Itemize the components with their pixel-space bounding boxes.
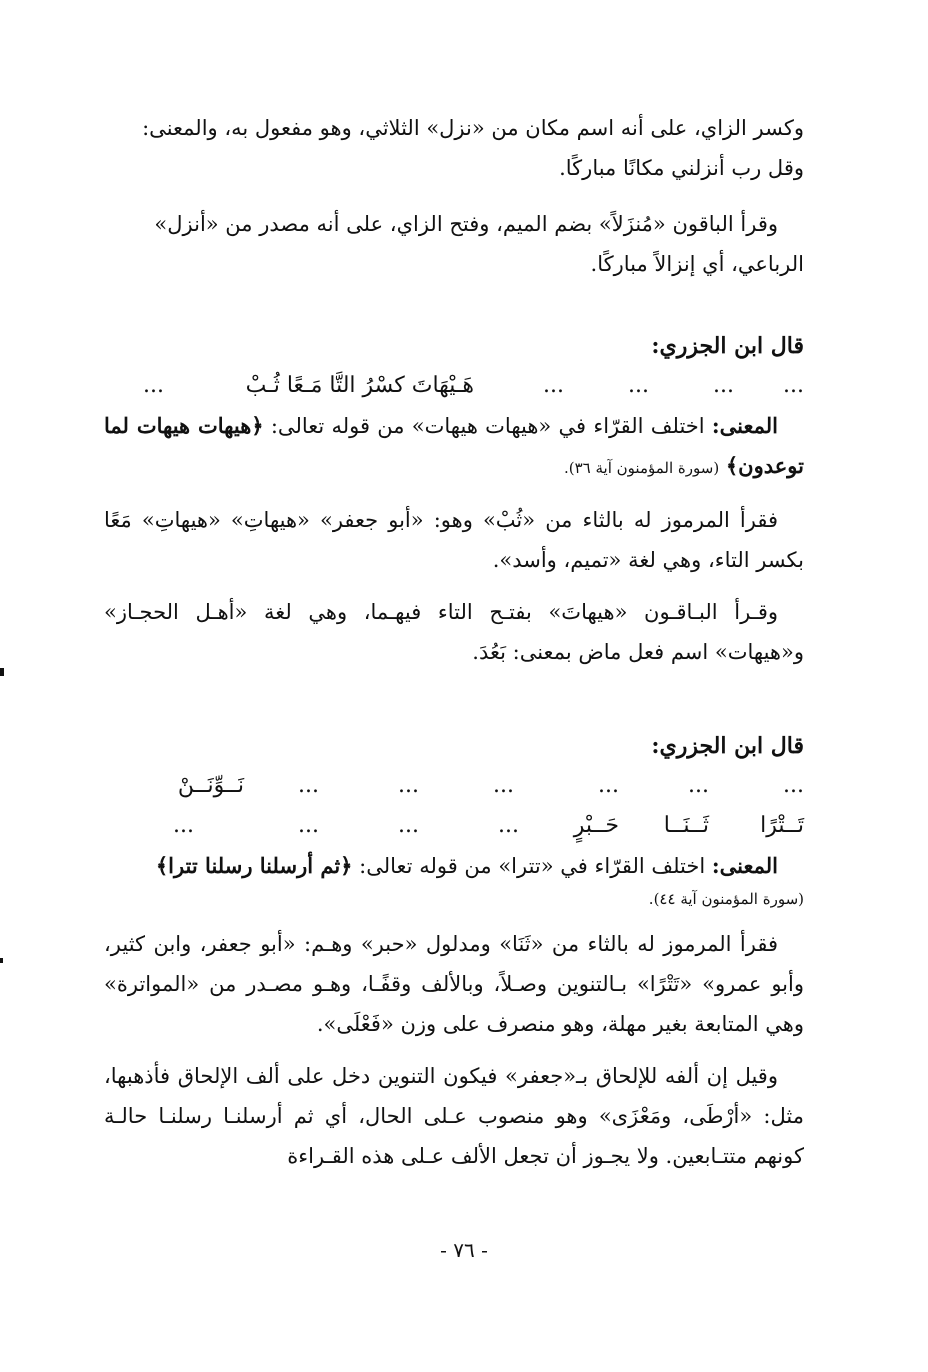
paragraph-block-2 <box>104 204 804 284</box>
meaning-paragraph <box>104 406 804 488</box>
paragraph-line <box>104 204 804 244</box>
verse-word: ثَــنَــا <box>663 813 709 838</box>
section-heading: قال ابن الجزري: <box>651 333 804 359</box>
surah-reference: (سورة المؤمنون آية ٣٦). <box>563 459 720 477</box>
section-2 <box>104 726 804 1176</box>
verse-dots: ... <box>298 773 319 798</box>
verse-word: نَــوِّنَــنْ <box>177 773 244 798</box>
verse-dots: ... <box>398 773 419 798</box>
paragraph <box>104 500 804 580</box>
quran-quote: ﴿ثم أرسلنا رسلنا تترا﴾ <box>155 853 353 878</box>
verse-dots: ... <box>543 373 564 398</box>
verse-words: هَـيْهَاتَ كسْرُ التَّا مَـعًا ثُـبْ <box>245 373 474 398</box>
verse-dots: ... <box>628 373 649 398</box>
meaning-text: اختلف القرّاء في «هيهات هيهات» من قوله تعالى: <box>270 414 705 438</box>
meaning-label: المعنى: <box>711 853 778 878</box>
paragraph-line: وكسر الزاي، على أنه اسم مكان من «نزل» الثلاثي، وهو مفعول به، والمعنى: <box>142 116 804 140</box>
verse-dots: ... <box>493 773 514 798</box>
paragraph <box>104 924 804 1044</box>
paragraph-line-text: وقرأ الباقون «مُنزَلاً» بضم الميم، وفتح الزاي، على أنه مصدر من «أنزل» <box>154 212 778 236</box>
paragraph-text: وقيل إن ألفه للإلحاق بـ«جعفر» فيكون التنوين دخل على ألف الإلحاق فأذهبها، مثل: «أرْطَى، ومَعْزَى» وهو منصوب عـلى الحال، أي ثم أرسلنـا رسلنـا حالـة كونهم متتـابعين. ولا يجـوز أن تجعل الألف عـلى هذه القـراءة <box>104 1064 804 1168</box>
verse-line <box>104 806 804 846</box>
paragraph <box>104 592 804 672</box>
verse-dots: ... <box>398 813 419 838</box>
paragraph-line: الرباعي، أي إنزالاً مباركًا. <box>590 252 804 276</box>
paragraph-text: فقرأ المرموز له بالثاء من «ثُبْ» وهو: «أبو جعفر» «هيهاتِ» «هيهاتِ» مَعًا بكسر التاء، وهي لغة «تميم، وأسد». <box>104 508 804 572</box>
verse-dots: ... <box>143 373 164 398</box>
quran-quote: ﴿هيهات هيهات لما توعدون﴾ <box>104 413 804 478</box>
verse-line <box>104 366 804 406</box>
section-heading: قال ابن الجزري: <box>651 733 804 759</box>
verse-dots: ... <box>298 813 319 838</box>
verse-dots: ... <box>713 373 734 398</box>
verse-line <box>104 766 804 806</box>
paragraph-line: وقل رب أنزلني مكانًا مباركًا. <box>559 156 804 180</box>
paragraph-text: فقرأ المرموز له بالثاء من «ثَنَا» ومدلول «حبر» وهـم: «أبو جعفر، وابن كثير، وأبو عمرو» «تَتْرًا» بـالتنوين وصـلاً، وبالألف وقفًـا، وهـو مصـدر من «المواترة» وهي المتابعة بغير مهلة، وهو منصرف على وزن «فَعْلَى». <box>104 932 804 1036</box>
page-number: - ٧٦ - <box>440 1238 488 1262</box>
meaning-label: المعنى: <box>711 413 779 438</box>
paragraph-text: وقـرأ البـاقـون «هيهاتَ» بفتـح التاء فيهـما، وهي لغة «أهـل الحجـاز» و«هيهات» اسم فعل ماض بمعنى: بَعُدَ. <box>104 600 804 664</box>
verse-dots: ... <box>173 813 194 838</box>
verse-word: حَــبْرٍ <box>573 813 619 838</box>
verse-dots: ... <box>783 373 804 398</box>
scan-mark <box>0 958 3 963</box>
scan-mark <box>0 668 4 676</box>
verse-dots: ... <box>783 773 804 798</box>
verse-dots: ... <box>598 773 619 798</box>
paragraph <box>104 1056 804 1176</box>
section-1 <box>104 326 804 672</box>
meaning-paragraph <box>104 846 804 886</box>
verse-dots: ... <box>688 773 709 798</box>
verse-word: تَــتْرًا <box>760 813 804 838</box>
meaning-text: اختلف القرّاء في «تترا» من قوله تعالى: <box>359 854 706 878</box>
surah-reference: (سورة المؤمنون آية ٤٤). <box>648 890 804 908</box>
paragraph-block-1 <box>104 108 804 188</box>
verse-dots: ... <box>498 813 519 838</box>
